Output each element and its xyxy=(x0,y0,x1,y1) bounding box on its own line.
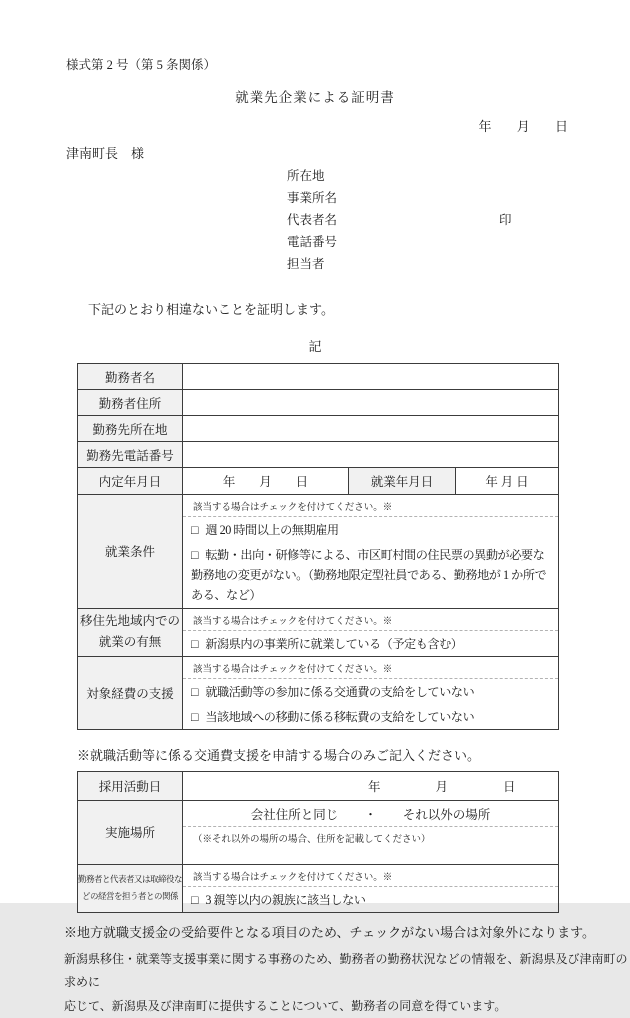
table-row xyxy=(78,864,559,912)
recruit-activity-date-label: 採用活動日 xyxy=(78,771,183,800)
offer-date-year-label: 年 xyxy=(222,475,236,489)
condition-week20-text: 週 20 時間以上の無期雇用 xyxy=(205,523,339,537)
employment-start-day-label: 日 xyxy=(516,475,529,489)
offer-date-field[interactable] xyxy=(183,468,349,495)
sender-representative-row[interactable] xyxy=(287,209,630,231)
issue-date-month-label: 月 xyxy=(516,119,530,134)
recruit-date-month-label: 月 xyxy=(435,779,449,794)
checkbox-niigata-icon[interactable]: □ xyxy=(191,636,199,651)
issue-date-line[interactable] xyxy=(0,116,630,135)
local-employment-niigata-text: 新潟県内の事業所に就業している（予定も含む） xyxy=(205,636,463,651)
venue-option-other-place[interactable]: それ以外の場所 xyxy=(402,807,491,822)
check-instruction: 該当する場合はチェックを付けてください。※ xyxy=(183,495,558,517)
venue-address-note: （※それ以外の場所の場合、住所を記載してください） xyxy=(193,834,431,845)
expense-no-moving-row[interactable] xyxy=(183,704,558,729)
table-row xyxy=(78,390,559,416)
offer-date-month-label: 月 xyxy=(259,475,272,489)
form-number: 様式第 2 号（第 5 条関係） xyxy=(66,58,217,72)
checkbox-no-transport-icon[interactable]: □ xyxy=(191,684,199,699)
table-row xyxy=(78,442,559,468)
condition-no-transfer-row[interactable] xyxy=(183,542,558,607)
worker-address-field[interactable] xyxy=(183,390,559,416)
checkbox-week20-icon[interactable]: □ xyxy=(191,523,199,537)
workplace-address-field[interactable] xyxy=(183,416,559,442)
sender-contact-row[interactable] xyxy=(287,253,630,275)
local-employment-label xyxy=(78,608,183,656)
footer-consent-note xyxy=(64,948,630,1018)
recruit-date-year-label: 年 xyxy=(368,779,381,794)
sender-phone-label: 電話番号 xyxy=(287,235,338,249)
footer-consent-line1: 新潟県移住・就業等支援事業に関する事務のため、勤務者の勤務状況などの情報を、新潟県及び津南町の求めに xyxy=(64,952,628,990)
check-instruction: 該当する場合はチェックを付けてください。※ xyxy=(183,657,558,679)
footer-consent-line2: 応じて、新潟県及び津南町に提供することについて、勤務者の同意を得ています。 xyxy=(64,998,507,1013)
sender-location-label: 所在地 xyxy=(287,169,325,183)
employment-start-month-label: 月 xyxy=(500,475,514,489)
seal-mark: 印 xyxy=(499,213,512,227)
worker-address-label: 勤務者住所 xyxy=(78,390,183,416)
footer-requirement-note: ※地方就職支援金の受給要件となる項目のため、チェックがない場合は対象外になります。 xyxy=(64,925,596,940)
expense-support-label: 対象経費の支援 xyxy=(78,656,183,729)
transport-support-table xyxy=(77,771,559,913)
condition-week20-row[interactable] xyxy=(183,517,558,542)
offer-date-label: 内定年月日 xyxy=(78,468,183,495)
table-row xyxy=(78,364,559,390)
venue-cell xyxy=(183,800,559,864)
workplace-phone-field[interactable] xyxy=(183,442,559,468)
workplace-address-label: 勤務先所在地 xyxy=(78,416,183,442)
transport-support-note: ※就職活動等に係る交通費支援を申請する場合のみご記入ください。 xyxy=(77,747,481,763)
venue-address-field[interactable] xyxy=(183,847,558,864)
checkbox-no-moving-icon[interactable]: □ xyxy=(191,709,199,724)
local-employment-label-line1: 移住先地域内での xyxy=(79,613,180,628)
venue-option-same-address[interactable]: 会社住所と同じ xyxy=(250,807,339,822)
checkbox-not-relative-icon[interactable]: □ xyxy=(191,892,199,907)
table-row xyxy=(78,468,559,495)
expense-no-transport-text: 就職活動等の参加に係る交通費の支給をしていない xyxy=(205,684,475,699)
expense-no-moving-text: 当該地域への移動に係る移転費の支給をしていない xyxy=(205,709,475,724)
local-employment-cell xyxy=(183,608,559,656)
table-row xyxy=(78,656,559,729)
venue-label: 実施場所 xyxy=(78,800,183,864)
issue-date-year-label: 年 xyxy=(478,119,492,134)
relation-cell xyxy=(183,864,559,912)
relation-label-line1: 勤務者と代表者又は取締役な xyxy=(78,873,183,884)
issue-date-day-label: 日 xyxy=(554,119,568,134)
sender-office-label: 事業所名 xyxy=(287,191,338,205)
recruit-activity-date-field[interactable] xyxy=(183,771,559,800)
table-row xyxy=(78,416,559,442)
table-row xyxy=(78,608,559,656)
check-instruction: 該当する場合はチェックを付けてください。※ xyxy=(183,609,558,631)
expense-support-cell xyxy=(183,656,559,729)
employment-conditions-label: 就業条件 xyxy=(78,495,183,609)
check-instruction: 該当する場合はチェックを付けてください。※ xyxy=(183,865,558,887)
sender-contact-label: 担当者 xyxy=(287,257,325,271)
sender-phone-row[interactable] xyxy=(287,231,630,253)
employment-start-date-field[interactable] xyxy=(456,468,559,495)
table-row xyxy=(78,771,559,800)
recruit-date-day-label: 日 xyxy=(503,779,516,794)
workplace-phone-label: 勤務先電話番号 xyxy=(78,442,183,468)
expense-no-transport-row[interactable] xyxy=(183,679,558,704)
relation-not-relative-row[interactable] xyxy=(183,887,558,912)
venue-option-separator: ・ xyxy=(364,807,377,822)
document-title: 就業先企業による証明書 xyxy=(235,90,395,105)
employment-conditions-cell xyxy=(183,495,559,609)
sender-office-row[interactable] xyxy=(287,187,630,209)
table-row xyxy=(78,495,559,609)
checkbox-no-transfer-icon[interactable]: □ xyxy=(191,548,199,563)
local-employment-label-line2: 就業の有無 xyxy=(98,635,162,650)
relation-not-relative-text: 3 親等以内の親族に該当しない xyxy=(205,892,366,907)
record-heading: 記 xyxy=(308,339,322,354)
local-employment-niigata-row[interactable] xyxy=(183,631,558,656)
sender-block xyxy=(287,165,630,275)
condition-no-transfer-text: 転勤・出向・研修等による、市区町村間の住民票の異動が必要な勤務地の変更がない。（勤務地限定型社員である、勤務地が 1 か所である、など） xyxy=(191,548,547,603)
venue-options xyxy=(183,801,558,827)
certification-statement: 下記のとおり相違ないことを証明します。 xyxy=(88,302,334,317)
worker-name-field[interactable] xyxy=(183,364,559,390)
offer-date-day-label: 日 xyxy=(295,475,309,489)
certificate-main-table xyxy=(77,363,559,730)
sender-location-row[interactable] xyxy=(287,165,630,187)
employment-start-year-label: 年 xyxy=(485,475,498,489)
addressee: 津南町長 様 xyxy=(66,146,145,161)
worker-name-label: 勤務者名 xyxy=(78,364,183,390)
employment-start-date-label: 就業年月日 xyxy=(349,468,456,495)
table-row xyxy=(78,800,559,864)
relation-label xyxy=(78,864,183,912)
sender-representative-label: 代表者名 xyxy=(287,213,338,227)
relation-label-line2: どの経営を担う者との関係 xyxy=(81,891,178,902)
